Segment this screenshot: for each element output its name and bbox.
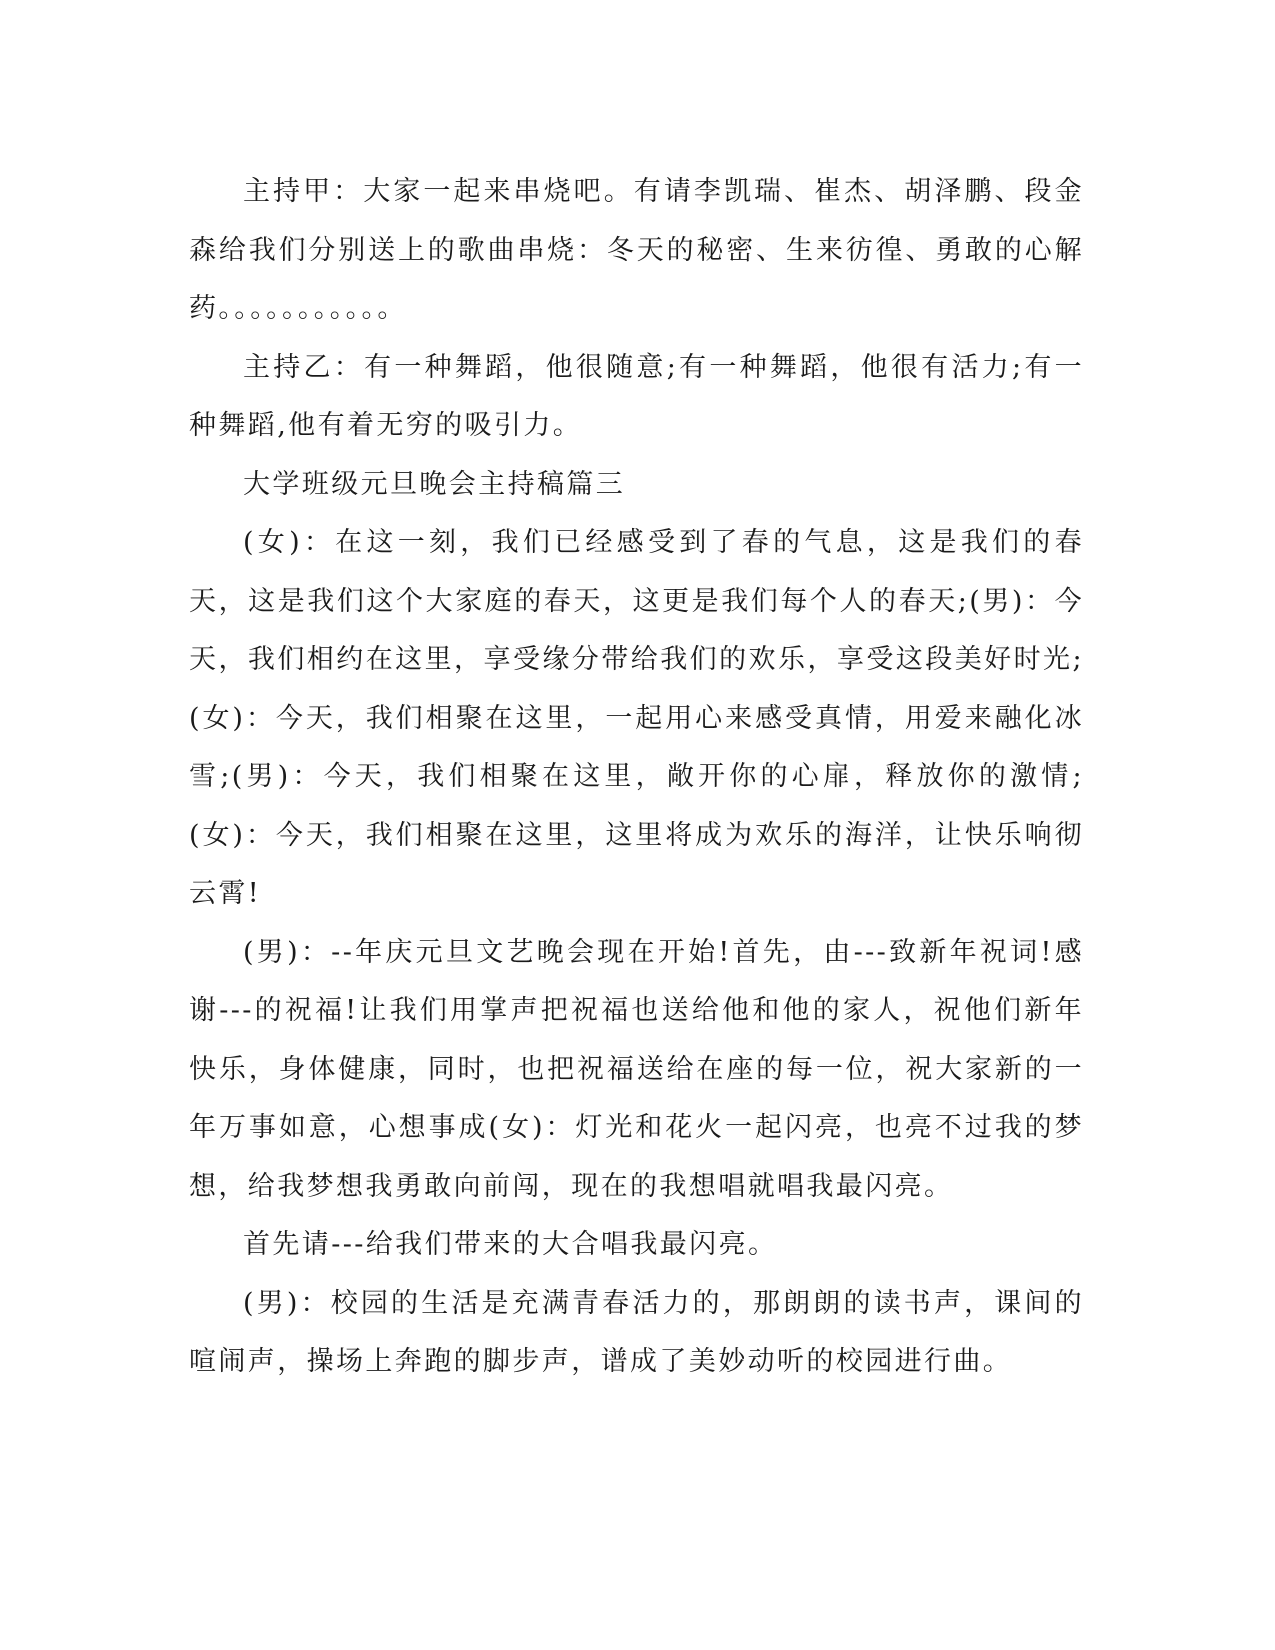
document-body — [189, 163, 1084, 1392]
section-heading: 大学班级元旦晚会主持稿篇三 — [243, 468, 626, 500]
paragraph-opening-announcement: (男)：--年庆元旦文艺晚会现在开始!首先，由---致新年祝词!感谢---的祝福!让我们用掌声把祝福也送给他和他的家人，祝他们新年快乐，身体健康，同时，也把祝福送给在座的每一位，祝大家新的一年万事如意，心想事成(女)：灯光和花火一起闪亮，也亮不过我的梦想，给我梦想我勇敢向前闯，现在的我想唱就唱我最闪亮。 — [189, 936, 1084, 1202]
paragraph-host-b-dance: 主持乙：有一种舞蹈，他很随意;有一种舞蹈，他很有活力;有一种舞蹈,他有着无穷的吸引力。 — [189, 351, 1084, 441]
paragraph-first-performance: 首先请---给我们带来的大合唱我最闪亮。 — [243, 1229, 778, 1260]
paragraph-opening-dialogue: (女)：在这一刻，我们已经感受到了春的气息，这是我们的春天，这是我们这个大家庭的春天，这更是我们每个人的春天;(男)：今天，我们相约在这里，享受缘分带给我们的欢乐，享受这段美好时光;(女)：今天，我们相聚在这里，一起用心来感受真情，用爱来融化冰雪;(男)：今天，我们相聚在这里，敞开你的心扉，释放你的激情;(女)：今天，我们相聚在这里，这里将成为欢乐的海洋，让快乐响彻云霄! — [189, 527, 1084, 909]
paragraph-campus-life: (男)：校园的生活是充满青春活力的，那朗朗的读书声，课间的喧闹声，操场上奔跑的脚步声，谱成了美妙动听的校园进行曲。 — [189, 1287, 1084, 1377]
paragraph-host-a-medley: 主持甲：大家一起来串烧吧。有请李凯瑞、崔杰、胡泽鹏、段金森给我们分别送上的歌曲串烧：冬天的秘密、生来彷徨、勇敢的心解药。。。。。。。。。。。 — [189, 176, 1084, 324]
